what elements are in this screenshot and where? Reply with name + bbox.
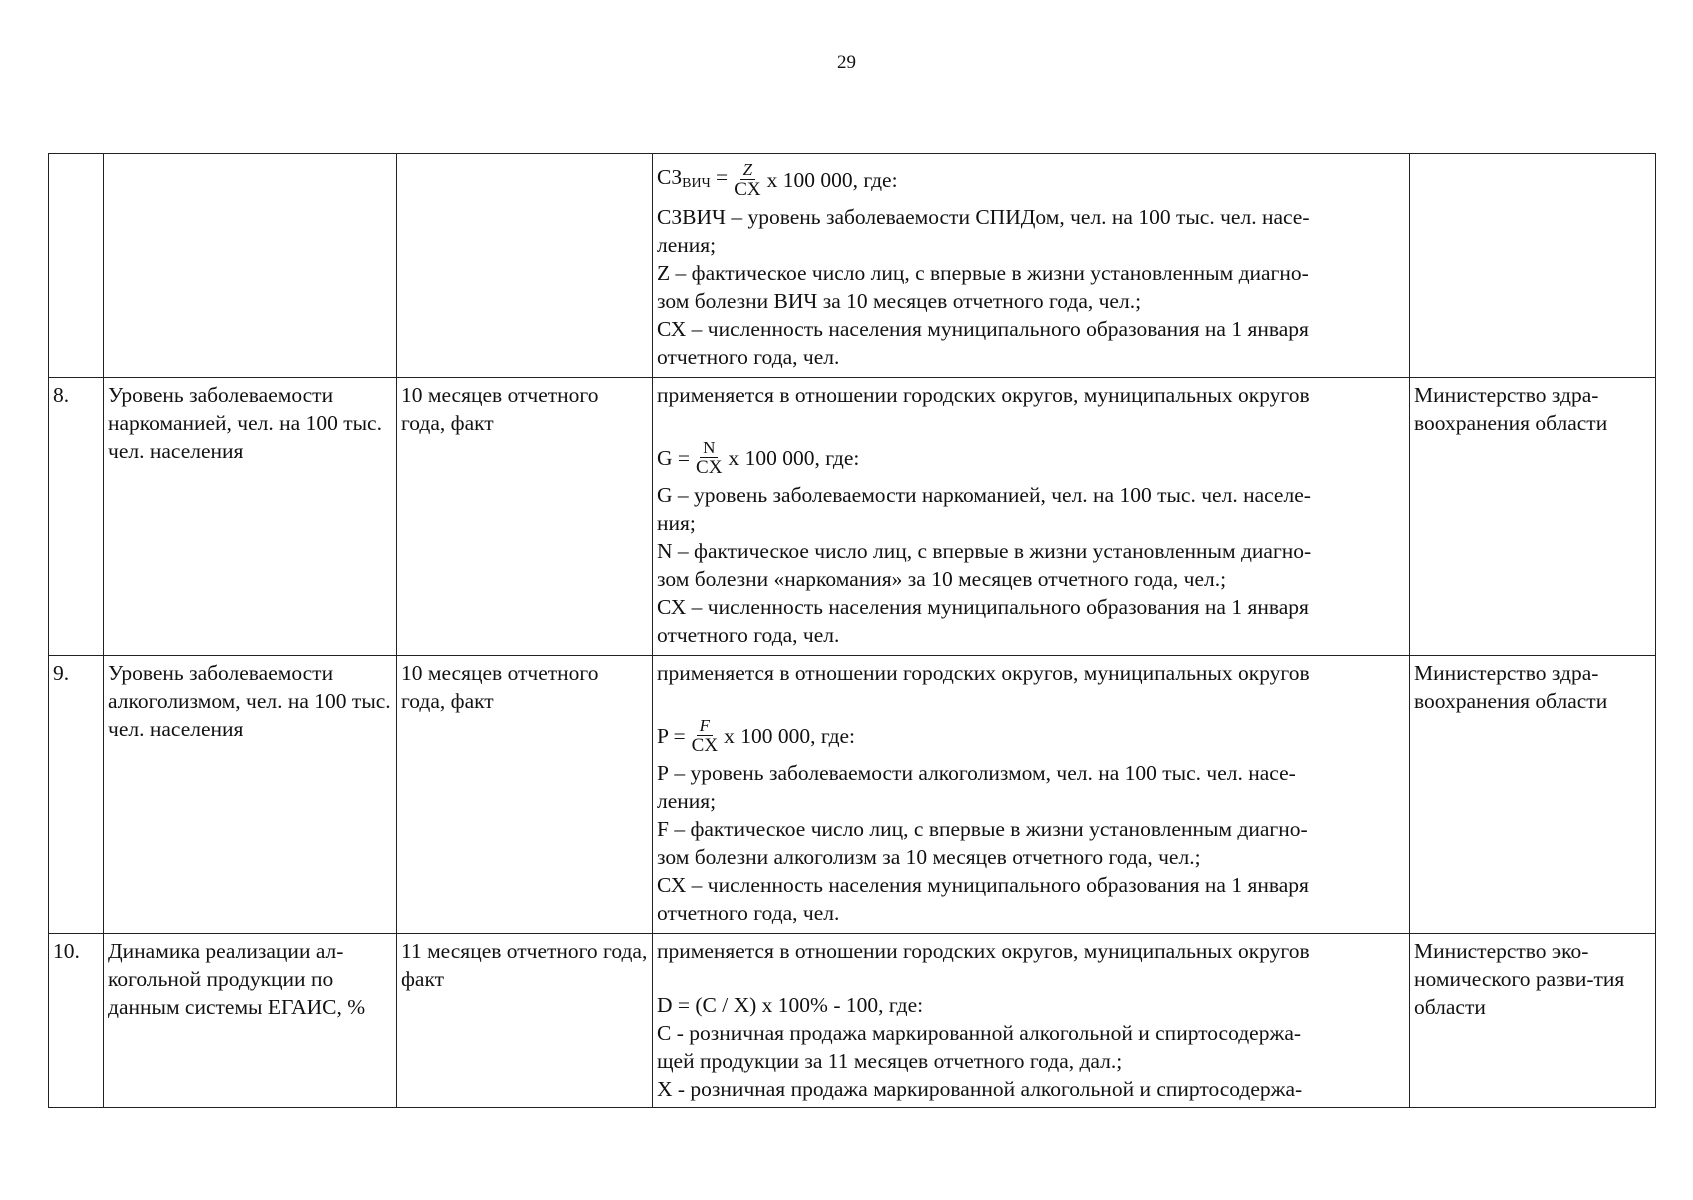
text-line: СЗВИЧ – уровень заболеваемости СПИДом, чел. на 100 тыс. чел. насе- [657,205,1310,229]
table-row [49,154,1656,378]
page-number: 29 [837,52,856,73]
indicator-name: Динамика реализации ал-когольной продукции по данным системы ЕГАИС, % [104,934,397,1108]
formula-fraction [692,717,718,756]
text-line: Z – фактическое число лиц, с впервые в жизни установленным диагно- [657,261,1309,285]
row-number [49,154,104,378]
indicator-period: 10 месяцев отчетного года, факт [397,656,653,934]
responsible-body: Министерство эко-номического разви-тия области [1410,934,1656,1108]
fraction-numerator: Z [740,161,755,180]
calculation-method [653,378,1410,656]
text-line: СХ – численность населения муниципального образования на 1 января [657,595,1309,619]
formula-fraction [696,439,722,478]
text-line: ния; [657,511,696,535]
fraction-denominator: CX [734,178,761,200]
fraction-denominator: CX [696,456,723,478]
indicator-period: 10 месяцев отчетного года, факт [397,378,653,656]
indicator-name: Уровень заболеваемости алкоголизмом, чел. на 100 тыс. чел. населения [104,656,397,934]
text-line: отчетного года, чел. [657,901,840,925]
text-line: СХ – численность населения муниципального образования на 1 января [657,317,1309,341]
formula-tail: x 100 000, где: [728,446,860,470]
formula-tail: x 100 000, где: [766,168,898,192]
text-line: Х - розничная продажа маркированной алкогольной и спиртосодержа- [657,1077,1303,1101]
formula: D = (C / X) x 100% - 100, где: [657,993,924,1017]
text-line: N – фактическое число лиц, с впервые в жизни установленным диагно- [657,539,1312,563]
indicator-period [397,154,653,378]
text-line: С - розничная продажа маркированной алкогольной и спиртосодержа- [657,1021,1302,1045]
formula [657,713,1405,759]
text-line: отчетного года, чел. [657,345,840,369]
row-number: 10. [49,934,104,1108]
applicability-note: применяется в отношении городских округов, муниципальных округов [657,661,1310,685]
calculation-method [653,154,1410,378]
formula [657,157,1405,203]
fraction-numerator: N [700,439,718,458]
text-line: F – фактическое число лиц, с впервые в жизни установленным диагно- [657,817,1308,841]
text-line: ления; [657,789,717,813]
row-number: 9. [49,656,104,934]
formula-tail: x 100 000, где: [724,724,856,748]
indicator-name: Уровень заболеваемости наркоманией, чел. на 100 тыс. чел. населения [104,378,397,656]
formula-fraction [734,161,760,200]
text-line: СХ – численность населения муниципального образования на 1 января [657,873,1309,897]
text-line: отчетного года, чел. [657,623,840,647]
text-line: щей продукции за 11 месяцев отчетного года, дал.; [657,1049,1123,1073]
text-line: Р – уровень заболеваемости алкоголизмом, чел. на 100 тыс. чел. насе- [657,761,1296,785]
row-number: 8. [49,378,104,656]
text-line: зом болезни алкоголизм за 10 месяцев отчетного года, чел.; [657,845,1201,869]
text-line: ления; [657,233,717,257]
formula-lhs: $СЗ_{ВИЧ}$ = [657,164,729,191]
formula [657,435,1405,481]
indicator-period: 11 месяцев отчетного года, факт [397,934,653,1108]
formula-lhs: P = [657,724,686,748]
table-row [49,934,1656,1108]
applicability-note: применяется в отношении городских округов, муниципальных округов [657,383,1310,407]
text-line: зом болезни ВИЧ за 10 месяцев отчетного года, чел.; [657,289,1142,313]
table-row [49,378,1656,656]
table-row [49,656,1656,934]
responsible-body: Министерство здра-воохранения области [1410,378,1656,656]
formula-lhs: G = [657,446,691,470]
fraction-denominator: CX [691,734,719,756]
indicators-table [48,153,1656,1108]
indicator-name [104,154,397,378]
text-line: G – уровень заболеваемости наркоманией, чел. на 100 тыс. чел. населе- [657,483,1311,507]
responsible-body: Министерство здра-воохранения области [1410,656,1656,934]
fraction-numerator: F [697,717,713,736]
applicability-note: применяется в отношении городских округов, муниципальных округов [657,939,1310,963]
responsible-body [1410,154,1656,378]
text-line: зом болезни «наркомания» за 10 месяцев отчетного года, чел.; [657,567,1227,591]
calculation-method [653,934,1410,1108]
calculation-method [653,656,1410,934]
